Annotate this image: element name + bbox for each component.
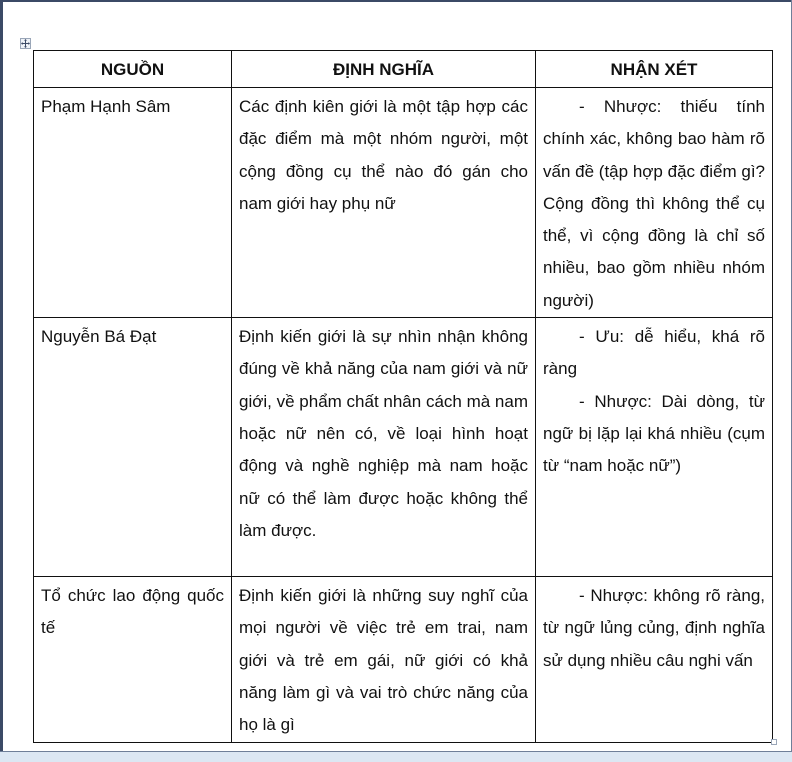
window-bottom-strip: [0, 752, 792, 762]
header-definition: ĐỊNH NGHĨA: [232, 51, 536, 88]
comment-paragraph: - Nhược: Dài dòng, từ ngữ bị lặp lại khá nhiều (cụm từ “nam hoặc nữ”): [543, 391, 765, 476]
table-header-row: [34, 51, 773, 88]
comment-paragraph: - Nhược: không rõ ràng, từ ngữ lủng củng, định nghĩa sử dụng nhiều câu nghi vấn: [543, 586, 765, 670]
table-resize-icon[interactable]: [771, 739, 777, 745]
definition-cell[interactable]: Các định kiên giới là một tập hợp các đặc điểm mà một nhóm người, một cộng đồng cụ thể nào đó gán cho nam giới hay phụ nữ: [232, 88, 536, 318]
table-move-icon[interactable]: [20, 38, 31, 49]
table-row: [34, 88, 773, 318]
comment-paragraph: - Ưu: dễ hiểu, khá rõ ràng: [543, 327, 765, 379]
header-comments: NHẬN XÉT: [536, 51, 773, 88]
table-row: [34, 577, 773, 742]
definition-cell[interactable]: Định kiến giới là sự nhìn nhận không đúng về khả năng của nam giới và nữ giới, về phẩm chất nhân cách mà nam hoặc nữ nên có, về loại hình hoạt động và nghề nghiệp mà nam hoặc nữ có thể làm được hoặc không thể làm được.: [232, 318, 536, 577]
source-cell[interactable]: Tổ chức lao động quốc tế: [34, 577, 232, 742]
comment-paragraph: - Nhược: thiếu tính chính xác, không bao hàm rõ vấn đề (tập hợp đặc điểm gì? Cộng đồng thì không thể cụ thể, vì cộng đồng là chỉ số nhiều, bao gồm nhiều nhóm người): [543, 97, 765, 310]
comments-cell[interactable]: [536, 318, 773, 577]
header-source: NGUỒN: [34, 51, 232, 88]
four-arrows-icon: [21, 39, 30, 48]
source-cell[interactable]: Phạm Hạnh Sâm: [34, 88, 232, 318]
comments-cell[interactable]: [536, 577, 773, 742]
table-row: [34, 318, 773, 577]
comments-cell[interactable]: [536, 88, 773, 318]
source-cell[interactable]: Nguyễn Bá Đạt: [34, 318, 232, 577]
definition-cell[interactable]: Định kiến giới là những suy nghĩ của mọi người về việc trẻ em trai, nam giới và trẻ em gái, nữ giới có khả năng làm gì và vai trò chức năng của họ là gì: [232, 577, 536, 742]
window-frame-top: [0, 0, 792, 2]
window-frame-left: [0, 0, 3, 752]
comparison-table: [33, 50, 773, 743]
